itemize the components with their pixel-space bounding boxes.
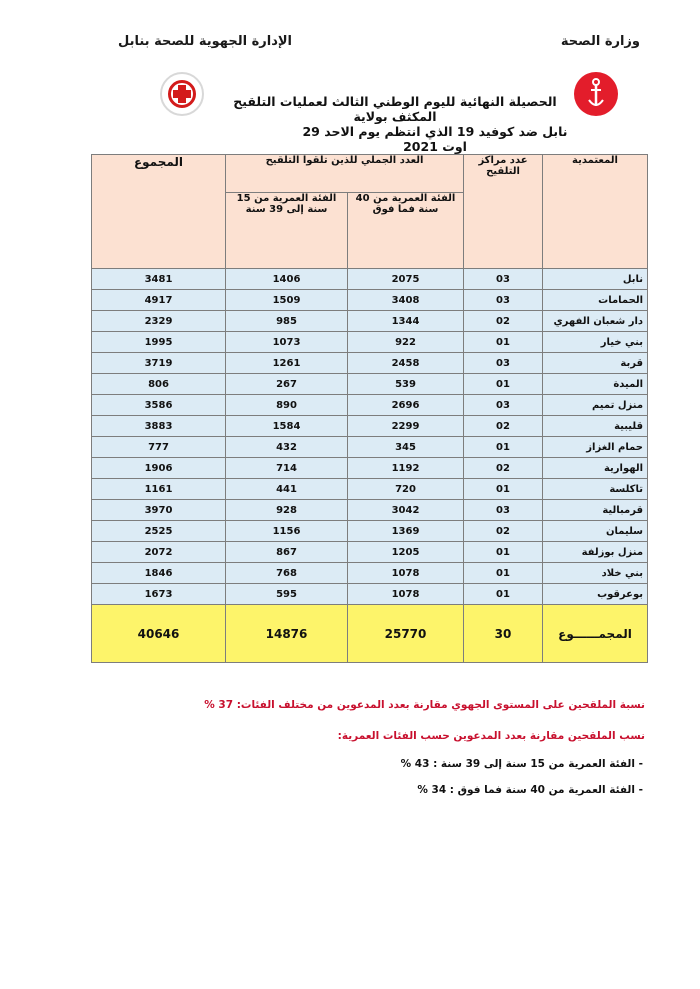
header-total-vaccinated: العدد الجملي للذين تلقوا التلقيح <box>226 155 464 193</box>
vaccination-table <box>91 154 648 663</box>
cell-total: 2525 <box>92 521 226 542</box>
cell-age-15-39: 1156 <box>226 521 348 542</box>
cell-name: حمام الغزاز <box>543 437 648 458</box>
cell-age-40-plus: 1369 <box>348 521 464 542</box>
anchor-icon <box>588 78 604 110</box>
age-40-plus-rate: - الفئة العمرية من 40 سنة فما فوق : 34 % <box>417 784 643 796</box>
cell-total: 1161 <box>92 479 226 500</box>
cell-age-40-plus: 922 <box>348 332 464 353</box>
cell-centers: 01 <box>464 584 543 605</box>
table-row <box>92 542 648 563</box>
cell-age-15-39: 867 <box>226 542 348 563</box>
table-row <box>92 500 648 521</box>
cell-age-40-plus: 2075 <box>348 269 464 290</box>
total-age-15-39: 14876 <box>226 605 348 663</box>
table-row <box>92 479 648 500</box>
cell-age-15-39: 1073 <box>226 332 348 353</box>
cell-total: 3719 <box>92 353 226 374</box>
cell-centers: 03 <box>464 269 543 290</box>
cell-name: بوعرقوب <box>543 584 648 605</box>
cell-name: نابل <box>543 269 648 290</box>
cell-age-15-39: 1584 <box>226 416 348 437</box>
cell-centers: 01 <box>464 437 543 458</box>
cell-age-15-39: 890 <box>226 395 348 416</box>
cell-name: سليمان <box>543 521 648 542</box>
ministry-name: وزارة الصحة <box>560 34 640 49</box>
cell-age-40-plus: 2458 <box>348 353 464 374</box>
cell-age-40-plus: 1344 <box>348 311 464 332</box>
table-row <box>92 353 648 374</box>
cell-name: منزل بوزلفة <box>543 542 648 563</box>
report-title-line2: نابل ضد كوفيد 19 الذي انتظم يوم الاحد 29 اوت 2021 <box>302 124 568 154</box>
table-row <box>92 458 648 479</box>
cell-centers: 01 <box>464 332 543 353</box>
table-body <box>92 269 648 605</box>
total-age-40-plus: 25770 <box>348 605 464 663</box>
cell-centers: 01 <box>464 479 543 500</box>
cell-total: 1846 <box>92 563 226 584</box>
cell-age-40-plus: 3408 <box>348 290 464 311</box>
table-row <box>92 290 648 311</box>
table-row <box>92 584 648 605</box>
cell-age-15-39: 441 <box>226 479 348 500</box>
cell-age-40-plus: 1205 <box>348 542 464 563</box>
cell-name: الحمامات <box>543 290 648 311</box>
table-row <box>92 269 648 290</box>
table-header-row <box>92 155 648 193</box>
cell-age-15-39: 768 <box>226 563 348 584</box>
cell-centers: 02 <box>464 521 543 542</box>
header-age-15-39: الفئة العمرية من 15 سنة إلى 39 سنة <box>226 193 348 269</box>
cell-age-40-plus: 539 <box>348 374 464 395</box>
cell-name: الهوارية <box>543 458 648 479</box>
table-row <box>92 374 648 395</box>
cell-centers: 02 <box>464 458 543 479</box>
cell-name: دار شعبان الفهري <box>543 311 648 332</box>
cell-centers: 03 <box>464 500 543 521</box>
header-total: المجموع <box>92 155 226 269</box>
cell-name: منزل تميم <box>543 395 648 416</box>
cell-age-40-plus: 1192 <box>348 458 464 479</box>
cell-name: قربة <box>543 353 648 374</box>
cell-centers: 02 <box>464 311 543 332</box>
cell-total: 806 <box>92 374 226 395</box>
cell-centers: 01 <box>464 542 543 563</box>
cell-age-40-plus: 2299 <box>348 416 464 437</box>
total-centers: 30 <box>464 605 543 663</box>
cell-age-40-plus: 720 <box>348 479 464 500</box>
cell-age-15-39: 1406 <box>226 269 348 290</box>
health-directorate-logo <box>160 72 204 116</box>
table-row <box>92 437 648 458</box>
cell-centers: 03 <box>464 290 543 311</box>
age-15-39-rate: - الفئة العمرية من 15 سنة إلى 39 سنة : 43 % <box>400 758 643 770</box>
cell-total: 4917 <box>92 290 226 311</box>
cell-age-15-39: 714 <box>226 458 348 479</box>
table-row <box>92 395 648 416</box>
cell-name: قليبية <box>543 416 648 437</box>
cell-name: تاكلسة <box>543 479 648 500</box>
cell-centers: 02 <box>464 416 543 437</box>
table-row <box>92 521 648 542</box>
cell-age-40-plus: 1078 <box>348 563 464 584</box>
cell-total: 3883 <box>92 416 226 437</box>
regional-rate-note: نسبة الملقحين على المستوى الجهوي مقارنة بعدد المدعوين من مختلف الفئات: 37 % <box>204 699 645 711</box>
cell-name: قرمبالية <box>543 500 648 521</box>
table-row <box>92 416 648 437</box>
cell-age-15-39: 432 <box>226 437 348 458</box>
cell-age-15-39: 1509 <box>226 290 348 311</box>
cell-age-40-plus: 345 <box>348 437 464 458</box>
cell-centers: 03 <box>464 395 543 416</box>
table-total-row <box>92 605 648 663</box>
cell-total: 3481 <box>92 269 226 290</box>
table-row <box>92 311 648 332</box>
cell-name: بني خيار <box>543 332 648 353</box>
cell-total: 3586 <box>92 395 226 416</box>
cell-name: بني خلاد <box>543 563 648 584</box>
cell-age-15-39: 985 <box>226 311 348 332</box>
cell-name: الميدة <box>543 374 648 395</box>
cell-total: 777 <box>92 437 226 458</box>
table-row <box>92 563 648 584</box>
total-label: المجمــــــوع <box>543 605 648 663</box>
cell-total: 2329 <box>92 311 226 332</box>
cell-age-15-39: 595 <box>226 584 348 605</box>
header-age-40-plus: الفئة العمرية من 40 سنة فما فوق <box>348 193 464 269</box>
directorate-name: الإدارة الجهوية للصحة بنابل <box>118 34 293 49</box>
cell-age-40-plus: 2696 <box>348 395 464 416</box>
cell-age-15-39: 267 <box>226 374 348 395</box>
cell-age-40-plus: 3042 <box>348 500 464 521</box>
cell-total: 2072 <box>92 542 226 563</box>
cell-centers: 01 <box>464 563 543 584</box>
cell-total: 3970 <box>92 500 226 521</box>
table-row <box>92 332 648 353</box>
header-centers: عدد مراكز التلقيح <box>464 155 543 269</box>
cell-age-15-39: 1261 <box>226 353 348 374</box>
cell-age-15-39: 928 <box>226 500 348 521</box>
grand-total: 40646 <box>92 605 226 663</box>
cell-age-40-plus: 1078 <box>348 584 464 605</box>
cell-centers: 03 <box>464 353 543 374</box>
cell-total: 1673 <box>92 584 226 605</box>
age-rates-heading: نسب الملقحين مقارنة بعدد المدعوين حسب الفئات العمرية: <box>337 730 645 742</box>
report-title-line1: الحصيلة النهائية لليوم الوطني الثالث لعمليات التلقيح المكثف بولاية <box>233 94 557 124</box>
cell-total: 1995 <box>92 332 226 353</box>
cell-total: 1906 <box>92 458 226 479</box>
ministry-logo <box>574 72 618 116</box>
header-delegation: المعتمدية <box>543 155 648 269</box>
cell-centers: 01 <box>464 374 543 395</box>
